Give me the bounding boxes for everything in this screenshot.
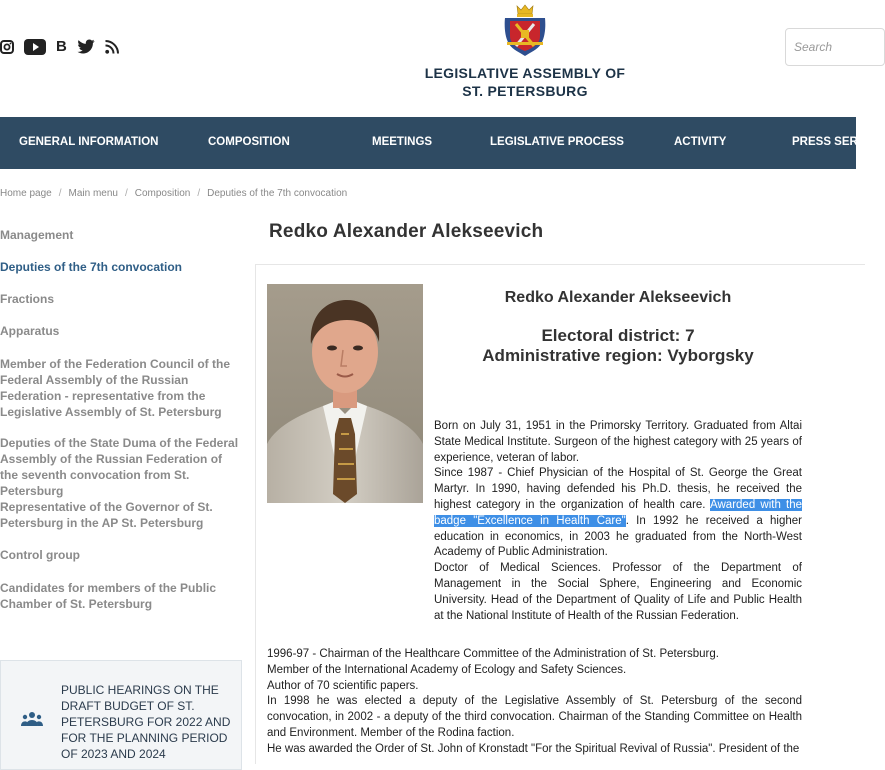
vk-icon[interactable]: B: [56, 38, 67, 55]
sidebar-item-governor-representative[interactable]: Representative of the Governor of St. Petersburg in the AP St. Petersburg: [0, 500, 213, 530]
bio-line: 1996-97 - Chairman of the Healthcare Committee of the Administration of St. Petersburg.: [267, 648, 719, 660]
bio-line: In 1998 he was elected a deputy of the Legislative Assembly of St. Petersburg of the second convocation, in 2002 - a deputy of the third convocation. Chairman of the Standing Committee on Health and Environment. Member of the Rodina faction.: [267, 695, 802, 739]
bio-paragraph-3: Doctor of Medical Sciences. Professor of the Department of Management in the Social Sphere, Engineering and Economic University. Head of the Department of Quality of Life and Public Health at the National Institute of Health of the Russian Federation.: [434, 562, 802, 622]
nav-composition[interactable]: COMPOSITION: [208, 136, 290, 148]
instagram-icon[interactable]: [0, 40, 14, 54]
nav-activity[interactable]: ACTIVITY: [674, 136, 727, 148]
breadcrumb: Home page / Main menu / Composition / Deputies of the 7th convocation: [0, 188, 348, 199]
site-logo[interactable]: [420, 4, 630, 100]
bio-line: Member of the International Academy of Ecology and Safety Sciences.: [267, 663, 627, 676]
card-top-border: [255, 264, 865, 265]
people-icon: [21, 711, 43, 732]
coat-of-arms-icon: [501, 4, 549, 58]
administrative-region: Administrative region: Vyborgsky: [482, 346, 754, 365]
deputy-name: Redko Alexander Alekseevich: [504, 289, 732, 306]
twitter-icon[interactable]: [77, 39, 95, 54]
nav-meetings[interactable]: MEETINGS: [372, 136, 433, 148]
bio-line: He was awarded the Order of St. John of Kronstadt "For the Spiritual Revival of Russia". President of the: [267, 742, 800, 755]
deputy-district-block: [434, 326, 802, 366]
card-left-border: [255, 264, 256, 764]
public-hearings-text: PUBLIC HEARINGS ON THE DRAFT BUDGET OF ST. PETERSBURG FOR 2022 AND FOR THE PLANNING PERIOD OF 2023 AND 2024: [61, 683, 231, 761]
sidebar-item-state-duma[interactable]: Deputies of the State Duma of the Federal Assembly of the Russian Federation of the seventh convocation from St. Petersburg: [0, 436, 239, 498]
sidebar-item-federation-council[interactable]: Member of the Federation Council of the Federal Assembly of the Russian Federation - representative from the Legislative Assembly of St. Petersburg: [0, 357, 231, 419]
main-nav: [0, 117, 866, 169]
bio-line: Author of 70 scientific papers.: [267, 679, 419, 692]
biography-main: [434, 419, 802, 624]
social-links: [0, 38, 129, 55]
deputy-photo: [267, 284, 423, 503]
selected-text[interactable]: Awarded with the badge "Excellence in Health Care": [434, 498, 802, 527]
breadcrumb-home[interactable]: Home page: [0, 188, 52, 199]
sidebar-item-management[interactable]: Management: [0, 228, 74, 242]
site-title: LEGISLATIVE ASSEMBLY OF ST. PETERSBURG: [424, 65, 626, 99]
sidebar-item-control-group[interactable]: Control group: [0, 548, 80, 562]
sidebar-item-public-chamber[interactable]: Candidates for members of the Public Chamber of St. Petersburg: [0, 581, 217, 611]
sidebar-item-fractions[interactable]: Fractions: [0, 292, 55, 306]
electoral-district: Electoral district: 7: [541, 326, 695, 345]
page-title: Redko Alexander Alekseevich: [269, 221, 544, 242]
breadcrumb-current[interactable]: Deputies of the 7th convocation: [207, 188, 348, 199]
youtube-icon[interactable]: [24, 39, 46, 55]
public-hearings-banner[interactable]: [0, 660, 242, 770]
rss-icon[interactable]: [105, 40, 119, 54]
nav-general-information[interactable]: GENERAL INFORMATION: [19, 136, 159, 148]
sidebar-item-deputies-7th[interactable]: Deputies of the 7th convocation: [0, 260, 183, 274]
nav-press-service[interactable]: PRESS SERV: [792, 136, 866, 148]
bio-paragraph-2: Since 1987 - Chief Physician of the Hospital of St. George the Great Martyr. In 1990, having defended his Ph.D. thesis, he received the highest category in the organization of health care. Awarded with the badge "Excellence in Health Care". In 1992 he received a higher education in economics, in 2003 he graduated from the North-West Academy of Public Administration.: [434, 467, 802, 559]
nav-legislative-process[interactable]: LEGISLATIVE PROCESS: [490, 136, 624, 148]
breadcrumb-main-menu[interactable]: Main menu: [68, 188, 118, 199]
search-input[interactable]: [785, 28, 885, 66]
breadcrumb-composition[interactable]: Composition: [134, 188, 191, 199]
bio-paragraph-1: Born on July 31, 1951 in the Primorsky Territory. Graduated from Altai State Medical Institute. Surgeon of the highest category with 25 years of experience, veteran of labor.: [434, 420, 802, 464]
sidebar-item-apparatus[interactable]: Apparatus: [0, 324, 60, 338]
biography-continued: [267, 647, 802, 758]
